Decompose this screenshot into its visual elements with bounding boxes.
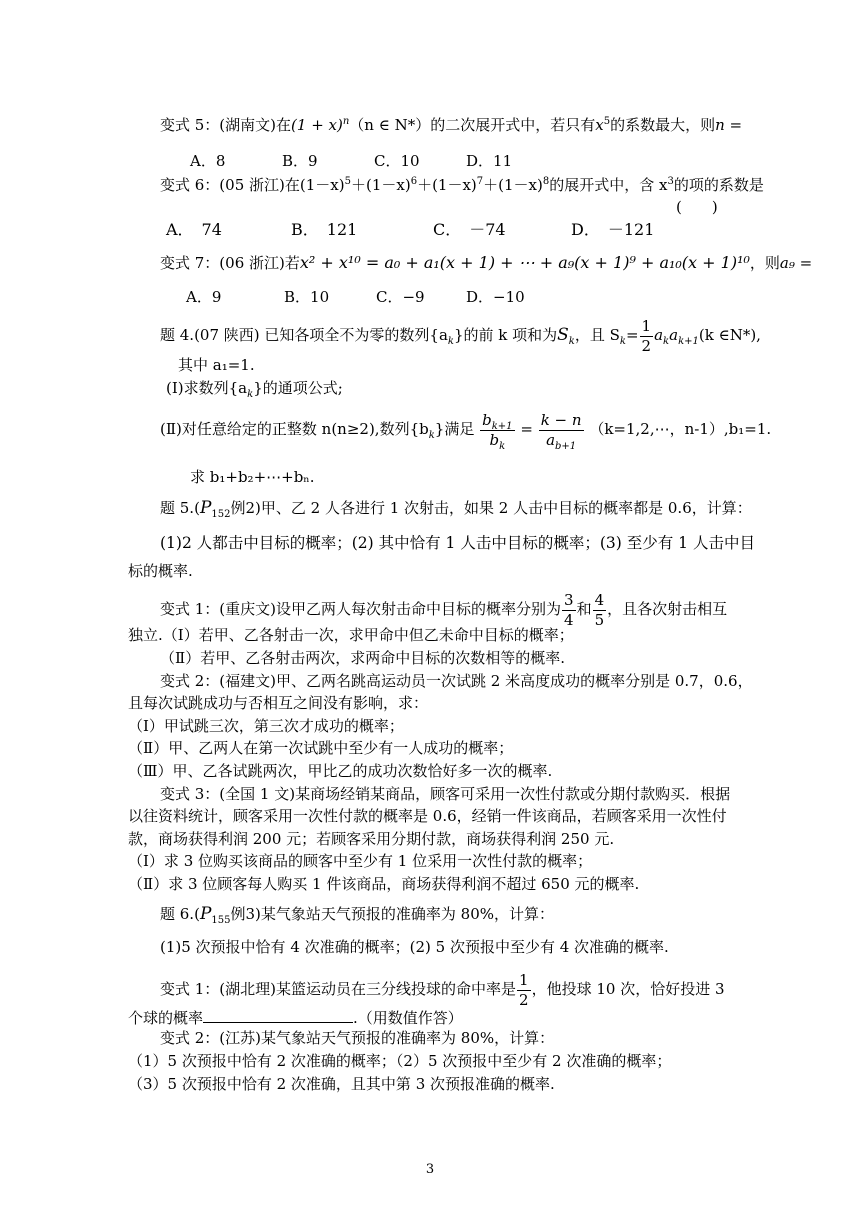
option-b: B．9 — [282, 152, 318, 170]
problem5-variant2-line3: （Ⅰ）甲试跳三次，第三次才成功的概率； — [128, 717, 404, 735]
problem5-variant2-line1: 变式 2：(福建文)甲、乙两名跳高运动员一次试跳 2 米高度成功的概率分别是 0.7，0.6， — [160, 672, 753, 690]
problem6-variant1: 变式 1：(湖北理)某篮运动员在三分线投球的命中率是 $\frac{1}{2}$ ，他投球 10 次，恰好投进 3 — [160, 971, 725, 1009]
problem5-variant3-line2: 以往资料统计，顾客采用一次性付款的概率是 0.6，经销一件该商品，若顾客采用一次性付 — [128, 807, 727, 825]
problem4-stem: 题 4.(07 陕西) 已知各项全不为零的数列$\{a_k\}$的前 k 项和为$S_k$，且 $S_k=$ $\frac{1}{2}$ $a_ka_{k+1}(k$ ∈N*), — [160, 317, 761, 355]
variant7-stem: 变式 7：(06 浙江)若x² + x¹⁰ = a₀ + a₁(x + 1) + ⋯ + a₉(x + 1)⁹ + a₁₀(x + 1)¹⁰，则a₉ = — [160, 253, 813, 272]
variant5-stem: 变式 5：(湖南文)在$(1 + x)^n(n$ ∈ N*）的二次展开式中，若只有$x^5$的系数最大，则n = — [160, 116, 743, 134]
variant7-options — [186, 290, 525, 305]
answer-paren: ( ) — [676, 198, 718, 216]
problem6-variant2-line3: （3）5 次预报中恰有 2 次准确，且其中第 3 次预报准确的概率. — [128, 1075, 555, 1093]
problem6-variant2-line2: （1）5 次预报中恰有 2 次准确的概率；（2）5 次预报中至少有 2 次准确的概率； — [128, 1052, 672, 1070]
option-c: C．−9 — [376, 288, 425, 306]
fraction-four-fifths: $\frac{4}{5}$ — [594, 591, 605, 629]
fraction-b-ratio: $\frac{b_{k+1}}{b_k}$ — [482, 411, 513, 452]
problem5-variant3-line3: 款，商场获得利润 200 元；若顾客采用分期付款，商场获得利润 250 元. — [128, 830, 615, 848]
problem5-variant3-line5: （Ⅱ）求 3 位顾客每人购买 1 件该商品，商场获得利润不超过 650 元的概率. — [128, 875, 640, 893]
fraction-one-half: $\frac{1}{2}$ — [641, 317, 652, 355]
variant6-options — [166, 222, 654, 238]
problem5-line2: (1)2 人都击中目标的概率；(2) 其中恰有 1 人击中目标的概率；(3) 至少有 1 人击中目 — [160, 534, 755, 552]
option-d: D．−10 — [466, 288, 525, 306]
problem4-part2-line2: 求 b₁+b₂+⋯+bₙ. — [190, 468, 315, 486]
option-b: B． 121 — [291, 220, 358, 239]
variant6-stem: 变式 6：(05 浙江)在$(1-x)^5+(1-x)^6+(1-x)^7+(1-x)^8$的展开式中，含 $x^3$的项的系数是 — [160, 176, 764, 194]
problem5-variant2-line5: （Ⅲ）甲、乙各试跳两次，甲比乙的成功次数恰好多一次的概率. — [128, 762, 553, 780]
fraction-one-half-2: $\frac{1}{2}$ — [519, 971, 529, 1009]
variant5-options — [190, 154, 512, 169]
option-c: C． －74 — [433, 220, 506, 239]
answer-blank[interactable] — [203, 1008, 353, 1023]
problem5-line3: 标的概率. — [128, 562, 193, 580]
fraction-three-quarters: $\frac{3}{4}$ — [564, 591, 574, 629]
fraction-k-minus-n: $\frac{k - n}{a_{b+1}}$ — [540, 411, 582, 452]
problem5-stem: 题 $5.(P_{152}$例2)甲、乙 2 人各进行 1 次射击，如果 2 人击中目标的概率都是 0.6，计算： — [160, 498, 752, 520]
problem4-line2: 其中 a₁=1. — [178, 356, 255, 374]
page-number: 3 — [425, 1162, 435, 1177]
option-d: D．11 — [466, 152, 513, 170]
option-b: B．10 — [284, 288, 330, 306]
option-a: A．9 — [186, 288, 222, 306]
problem6-line2: (1)5 次预报中恰有 4 次准确的概率；(2) 5 次预报中至少有 4 次准确的概率. — [160, 938, 669, 956]
problem6-variant1-line2: 个球的概率 .（用数值作答） — [128, 1009, 463, 1027]
option-d: D． －121 — [571, 220, 655, 239]
problem5-variant3-line1: 变式 3：(全国 1 文)某商场经销某商品，顾客可采用一次性付款或分期付款购买．根据 — [160, 785, 731, 803]
problem4-part2: (Ⅱ)对任意给定的正整数 n(n≥2),数列$\{b_k\}$满足 $\frac{b_{k+1}}{b_k}$ = $\frac{k - n}{a_{b+1}}$ （k=1,2,⋯，n-1）,b₁=1. — [160, 411, 772, 452]
problem6-stem: 题 $6.(P_{155}$例3)某气象站天气预报的准确率为 80%，计算： — [160, 904, 554, 926]
option-a: A．8 — [190, 152, 226, 170]
option-c: C．10 — [374, 152, 420, 170]
problem5-variant1: 变式 1：(重庆文)设甲乙两人每次射击命中目标的概率分别为 $\frac{3}{4}$ 和 $\frac{4}{5}$ ，且各次射击相互 — [160, 591, 728, 629]
problem5-variant1-line2: 独立.（Ⅰ）若甲、乙各射击一次，求甲命中但乙未命中目标的概率； — [128, 626, 574, 644]
problem6-variant2-line1: 变式 2：(江苏)某气象站天气预报的准确率为 80%，计算： — [160, 1029, 555, 1047]
problem4-part1: (Ⅰ)求数列$\{a_k\}$的通项公式; — [166, 379, 343, 400]
problem5-variant1-line3: （Ⅱ）若甲、乙各射击两次，求两命中目标的次数相等的概率. — [160, 649, 565, 667]
problem5-variant2-line2: 且每次试跳成功与否相互之间没有影响，求： — [128, 694, 429, 712]
option-a: A． 74 — [166, 220, 222, 239]
problem5-variant2-line4: （Ⅱ）甲、乙两人在第一次试跳中至少有一人成功的概率； — [128, 739, 514, 757]
problem5-variant3-line4: （Ⅰ）求 3 位购买该商品的顾客中至少有 1 位采用一次性付款的概率； — [128, 852, 593, 870]
